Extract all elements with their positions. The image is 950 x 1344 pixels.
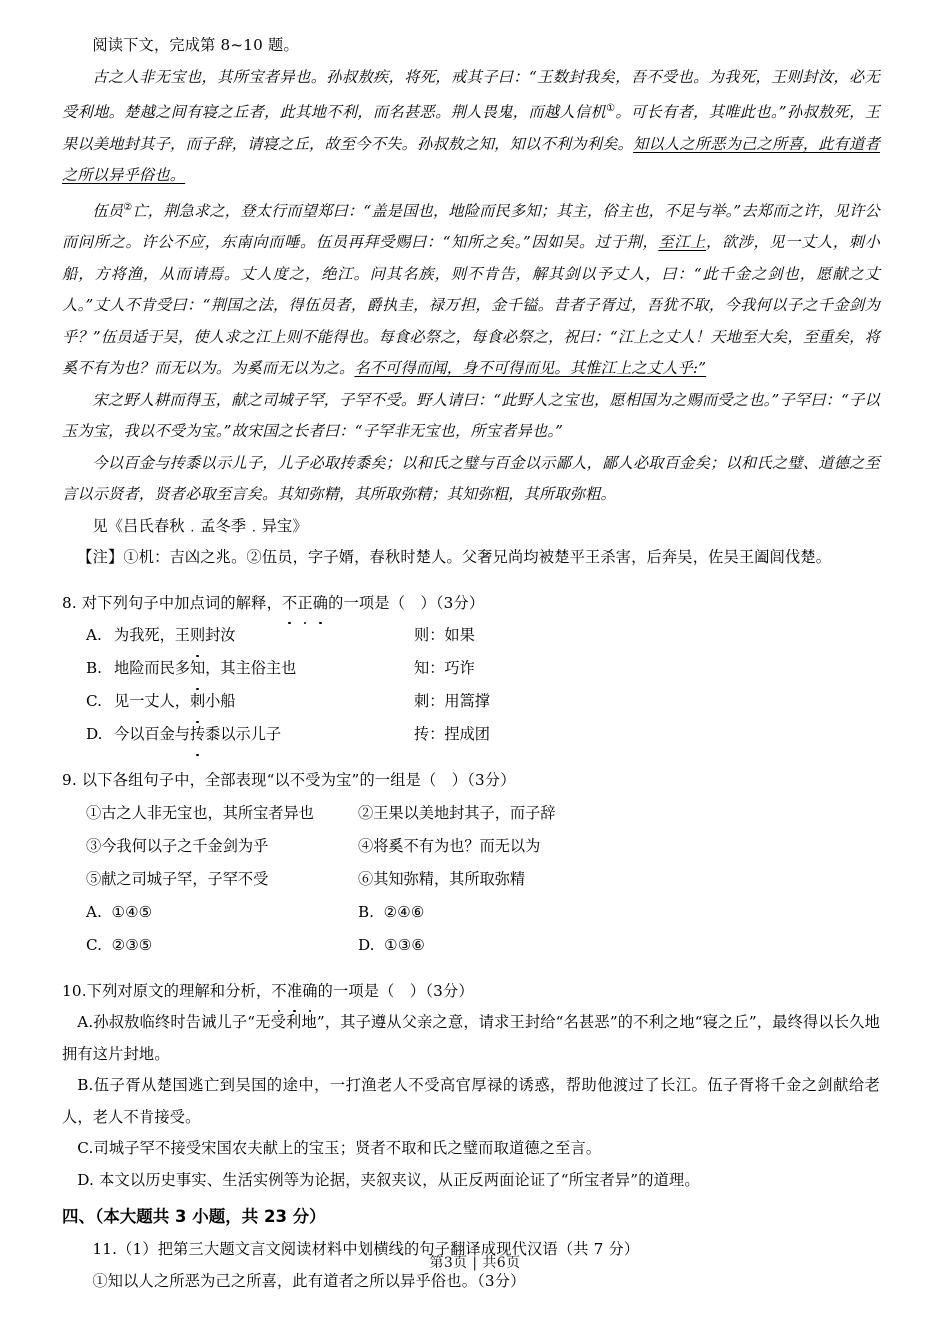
question-10-stem-after: 的一项是（ ）（3分） (317, 981, 474, 1000)
question-8-option-b[interactable] (62, 652, 880, 685)
passage-notes (62, 542, 880, 574)
question-9-stem-text: 以下各组句子中，全部表现“以不受为宝”的一组是（ ）（3分） (81, 771, 516, 790)
q9-item-5: ⑤献之司城子罕，子罕不受 (86, 869, 269, 888)
option-c-sentence-post: 小船 (205, 692, 236, 711)
option-d-dot-char: 抟 (190, 718, 205, 751)
q10-option-b-text: 伍子胥从楚国逃亡到吴国的途中，一打渔老人不受高官厚禄的诱惑，帮助他渡过了长江。伍子胥将千金之剑献给老人，老人不肯接受。 (62, 1076, 880, 1126)
page-footer: 第3页 | 共6页 (429, 1255, 521, 1271)
q9-option-b-label: B. (358, 902, 374, 921)
option-c-sentence-pre: 见一丈人， (114, 692, 190, 711)
option-c-sentence (114, 685, 414, 718)
q10-option-d-text: 本文以历史事实、生活实例等为论据，夹叙夹议，从正反两面论证了“所宝者异”的道理。 (99, 1170, 700, 1189)
q9-item-4: ④将奚不有为也？而无以为 (358, 836, 541, 855)
option-a-dot-char: 则 (190, 619, 205, 652)
question-8-stem-after: 的一项是（ ）（3分） (328, 593, 485, 612)
option-a-gloss: 则：如果 (414, 626, 475, 645)
question-10-option-a[interactable] (62, 1007, 880, 1070)
q10-option-c-text: 司城子罕不接受宋国农夫献上的宝玉；贤者不取和氏之璧而取道德之至言。 (93, 1139, 602, 1158)
question-10-option-c[interactable] (62, 1133, 880, 1165)
question-9-stem (62, 765, 880, 797)
spacer-before-q10 (62, 962, 880, 976)
question-10-number: 10. (62, 981, 87, 1000)
question-11-item-1: ①知以人之所恶为己之所喜，此有道者之所以异乎俗也。（3分） (92, 1271, 526, 1290)
q10-option-c-label: C. (77, 1139, 94, 1158)
note-marker-2: ② (123, 201, 133, 213)
question-10-stem (62, 976, 880, 1008)
question-11-stem: 11.（1）把第三大题文言文阅读材料中划横线的句子翻译成现代汉语（共 7 分） (92, 1240, 640, 1259)
q9-item-3: ③今我何以子之千金剑为乎 (86, 836, 269, 855)
option-d-sentence-pre: 今以百金与 (114, 725, 190, 744)
spacer-before-q8 (62, 574, 880, 588)
q10-dot-char-3: 确 (302, 976, 317, 1008)
passage-2-underlined: 名不可得而闻，身不可得而见。其惟江上之丈人乎:” (354, 359, 707, 378)
question-9-option-b[interactable] (358, 896, 880, 929)
q10-option-a-text: 孙叔敖临终时告诫儿子“无受利地”，其子遵从父亲之意，请求王封给“名甚恶”的不利之地“寝之丘”，最终得以长久地拥有这片封地。 (62, 1013, 880, 1063)
option-a-sentence-pre: 为我死，王 (114, 626, 190, 645)
passage-2-text-pre: 伍员 (92, 201, 124, 220)
page-content (62, 30, 880, 1297)
question-10-option-b[interactable] (62, 1070, 880, 1133)
q9-item-6: ⑥其知弥精，其所取弥精 (358, 869, 526, 888)
question-8-option-d[interactable] (62, 718, 880, 751)
section-four-heading: 四、（本大题共 3 小题，共 23 分） (62, 1207, 326, 1227)
question-10-stem-before: 下列对原文的理解和分析， (86, 981, 272, 1000)
option-a-label: A. (86, 626, 102, 645)
question-9-items-row-2 (62, 830, 880, 863)
question-9-number: 9. (62, 771, 77, 790)
option-c-gloss: 刺：用篙撑 (414, 692, 490, 711)
q9-option-d-label: D. (358, 935, 375, 954)
question-8-stem (62, 588, 880, 620)
reading-instruction: 阅读下文，完成第 8~10 题。 (92, 36, 299, 54)
option-c-label: C. (86, 692, 102, 711)
question-10-option-d[interactable] (62, 1165, 880, 1197)
option-d-label: D. (86, 725, 103, 744)
passage-2-text-mid2: ，欲涉，见一丈人，刺小船，方将渔，从而请焉。丈人度之，绝江。问其名族，则不肯告，解其剑以予丈人，曰：“此千金之剑也，愿献之丈人。”丈人不肯受曰：“荆国之法，得伍员者，爵执圭，禄万担，金千镒。昔者子胥过，吾犹不取，今我何以子之千金剑为乎？”伍员适于吴，使人求之江上则不能得也。每食必祭之，每食必祭之，祝曰：“江上之丈人！天地至大矣，至重矣，将奚不有为也？而无以为。为奚而无以为之。 (62, 233, 881, 378)
passage-2-text-mid: 亡，荆急求之，登太行而望郑曰：“盖是国也，地险而民多知；其主，俗主也，不足与举。”去郑而之许，见许公而问所之。许公不应，东南向而唾。伍员再拜受赐曰：“知所之矣。”因如吴。过于荆， (62, 201, 880, 252)
passage-paragraph-2 (62, 192, 880, 385)
question-9-option-c[interactable] (86, 929, 358, 962)
q10-dot-char-1: 不 (271, 976, 286, 1008)
question-9-items-row-1 (62, 797, 880, 830)
passage-source: 见《吕氏春秋﹒孟冬季﹒异宝》 (92, 516, 308, 535)
passage-paragraph-4: 今以百金与抟黍以示儿子，儿子必取抟黍矣；以和氏之璧与百金以示鄙人，鄙人必取百金矣；以和氏之璧、道德之至言以示贤者，贤者必取至言矣。其知弥精，其所取弥精；其知弥粗，其所取弥粗。 (62, 453, 880, 504)
q10-dot-char-2: 准 (287, 976, 302, 1008)
q8-dot-char-2: 正 (297, 588, 312, 620)
passage-1-underlined: 知以人之所恶为己之所喜，此有道者之所以异乎俗也。 (62, 134, 881, 185)
q9-option-d-value: ①③⑥ (384, 935, 425, 954)
q9-item-1: ①古之人非无宝也，其所宝者异也 (86, 803, 314, 822)
q10-option-b-label: B. (77, 1076, 94, 1095)
question-8-option-c[interactable] (62, 685, 880, 718)
question-9-items-row-3 (62, 863, 880, 896)
option-b-gloss: 知：巧诈 (414, 659, 475, 678)
passage-2-underlined-phrase: 至江上 (658, 233, 706, 252)
notes-text: ①机：吉凶之兆。②伍员，字子婿，春秋时楚人。父奢兄尚均被楚平王杀害，后奔吴，佐吴王阖闾伐楚。 (123, 548, 832, 567)
passage-1-text-mid: 。可长有者，其唯此也。”孙叔敖死，王果以美地封其子，而子辞，请寝之丘，故至今不失。孙叔敖之知，知以不利为利矣。 (62, 103, 881, 153)
option-c-dot-char: 刺 (190, 685, 205, 718)
q9-option-c-label: C. (86, 935, 102, 954)
option-a-sentence (114, 619, 414, 652)
option-b-sentence-post: ，其主俗主也 (205, 659, 297, 678)
note-marker-1: ① (606, 103, 616, 114)
notes-label: 【注】 (77, 548, 124, 567)
question-8-number: 8. (62, 593, 77, 612)
question-9-option-a[interactable] (86, 896, 358, 929)
question-8-option-a[interactable] (62, 619, 880, 652)
q10-option-d-label: D. (77, 1170, 95, 1189)
option-d-sentence (114, 718, 414, 751)
passage-1-text: 古之人非无宝也，其所宝者异也。孙叔敖疾，将死，戒其子曰：“王数封我矣，吾不受也。为我死，王则封汝，必无受利地。楚越之间有寝之丘者，此其地不利，而名甚恶。荆人畏鬼，而越人信机 (62, 67, 880, 122)
question-9-answer-row-2 (62, 929, 880, 962)
option-b-sentence-pre: 地险而民多 (114, 659, 190, 678)
question-9-answer-row-1 (62, 896, 880, 929)
spacer-before-q9 (62, 751, 880, 765)
passage-paragraph-3: 宋之野人耕而得玉，献之司城子罕，子罕不受。野人请曰：“此野人之宝也，愿相国为之赐而受之也。”子罕曰：“子以玉为宝，我以不受为宝。”故宋国之长者曰：“子罕非无宝也，所宝者异也。” (62, 390, 880, 441)
option-a-sentence-post: 封汝 (205, 626, 236, 645)
q9-option-a-label: A. (86, 902, 102, 921)
q8-dot-char-1: 不 (282, 588, 297, 620)
q8-dot-char-3: 确 (313, 588, 328, 620)
passage-paragraph-1 (62, 62, 880, 192)
q9-item-2: ②王果以美地封其子，而子辞 (358, 803, 556, 822)
q10-option-a-label: A. (77, 1013, 94, 1032)
option-b-dot-char: 知 (190, 652, 205, 685)
option-b-label: B. (86, 659, 102, 678)
option-d-sentence-post: 黍以示儿子 (205, 725, 282, 744)
q9-option-a-value: ①④⑤ (111, 902, 153, 921)
q9-option-b-value: ②④⑥ (383, 902, 425, 921)
option-b-sentence (114, 652, 414, 685)
q9-option-c-value: ②③⑤ (111, 935, 153, 954)
question-8-stem-before: 对下列句子中加点词的解释， (81, 593, 282, 612)
option-d-gloss: 抟：捏成团 (414, 725, 490, 744)
question-9-option-d[interactable] (358, 929, 880, 962)
